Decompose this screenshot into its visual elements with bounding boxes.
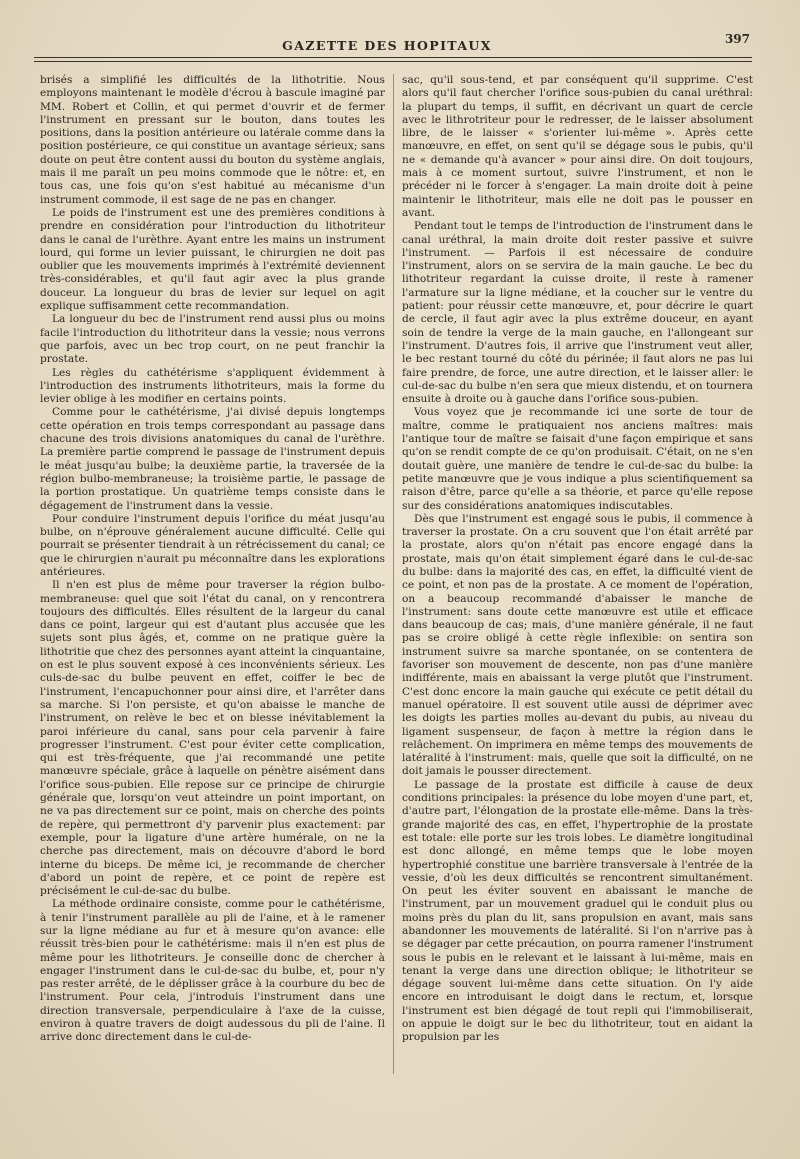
paragraph: Pour conduire l'instrument depuis l'orifice du méat jusqu'au bulbe, on n'éprouve généralement aucune difficulté. Celle qui pourrait se présenter tiendrait à un rétrécissement du canal; ce que le chirurgien n'aurait pu méconnaître dans les explorations antérieures. <box>40 512 385 578</box>
header-rule-thick <box>34 57 752 58</box>
paragraph: Le passage de la prostate est difficile à cause de deux conditions principales: la présence du lobe moyen d'une part, et, d'autre part, l'élongation de la prostate elle-même. Dans la très-grande majorité des cas, en effet, l'hypertrophie de la prostate est totale: elle porte sur les trois lobes. Le diamètre longitudinal est donc allongé, en même temps que le lobe moyen hypertrophié constitue une barrière transversale à l'entrée de la vessie, d'où les deux difficultés se rencontrent simultanément. On peut les éviter souvent en abaissant le manche de l'instrument, par un mouvement graduel qui le conduit plus ou moins près du plan du lit, sans propulsion en avant, mais sans abandonner les mouvements de latéralité. Si l'on n'arrive pas à se dégager par cette précaution, on pourra ramener l'instrument sous le pubis en le relevant et le laissant à lui-même, mais en tenant la verge dans une direction oblique; le lithotriteur se dégage souvent lui-même dans cette situation. On l'y aide encore en introduisant le doigt dans le rectum, et, lorsque l'instrument est bien dégagé de tout repli qui l'immobiliserait, on appuie le doigt sur le bec du lithotriteur, tout en aidant la propulsion par les <box>402 778 753 1044</box>
paragraph: Il n'en est plus de même pour traverser la région bulbo-membraneuse: quel que soit l'état du canal, on y rencontrera toujours des difficultés. Elles résultent de la largeur du canal dans ce point, largeur qui est d'autant plus accusée que les sujets sont plus âgés, et, comme on ne pratique guère la lithotritie que chez des personnes ayant atteint la cinquantaine, on est le plus souvent exposé à ces inconvénients sérieux. Les culs-de-sac du bulbe peuvent en effet, coiffer le bec de l'instrument, l'encapuchonner pour ainsi dire, et l'arrêter dans sa marche. Si l'on persiste, et qu'on abaisse le manche de l'instrument, on relève le bec et on blesse inévitablement la paroi inférieure du canal, sans pour cela parvenir à faire progresser l'instrument. C'est pour éviter cette complication, qui est très-fréquente, que j'ai recommandé une petite manœuvre spéciale, grâce à laquelle on pénètre aisément dans l'orifice sous-pubien. Elle repose sur ce principe de chirurgie générale que, lorsqu'on veut atteindre un point important, on ne va pas directement sur ce point, mais on cherche des points de repère, qui permettront d'y parvenir plus exactement: par exemple, pour la ligature d'une artère humérale, on ne la cherche pas directement, mais on découvre d'abord le bord interne du biceps. De même ici, je recommande de chercher d'abord un point de repère, et ce point de repère est précisément le cul-de-sac du bulbe. <box>40 579 385 898</box>
column-divider <box>393 74 394 1074</box>
paragraph: brisés a simplifié les difficultés de la lithotritie. Nous employons maintenant le modèle d'écrou à bascule imaginé par MM. Robert et Collin, et qui permet d'ouvrir et de fermer l'instrument en pressant sur le bouton, dans toutes les positions, dans la position antérieure ou latérale comme dans la position postérieure, ce qui constitue un avantage sérieux; sans doute on peut être content aussi du bouton du système anglais, mais il me paraît un peu moins commode que le nôtre: et, en tous cas, une fois qu'on s'est habitué au mécanisme d'un instrument commode, il est sage de ne pas en changer. <box>40 74 385 206</box>
header-rule-thin <box>34 61 752 62</box>
paragraph: Pendant tout le temps de l'introduction de l'instrument dans le canal uréthral, la main droite doit rester passive et suivre l'instrument. — Parfois il est nécessaire de conduire l'instrument, alors on se servira de la main gauche. Le bec du lithotriteur regardant la cuisse droite, il reste à ramener l'armature sur la ligne médiane, et la coucher sur le ventre du patient: pour réussir cette manœuvre, et, pour décrire le quart de cercle, il faut agir avec la plus extrême douceur, en ayant soin de tendre la verge de la main gauche, en l'allongeant sur l'instrument. D'autres fois, il arrive que l'instrument veut aller, le bec restant tourné du côté du périnée; il faut alors ne pas lui faire prendre, de force, une autre direction, et le laisser aller: le cul-de-sac du bulbe n'en sera que mieux distendu, et on tournera ensuite à droite ou à gauche dans l'orifice sous-pubien. <box>402 220 753 406</box>
paragraph: Le poids de l'instrument est une des premières conditions à prendre en considération pour l'introduction du lithotriteur dans le canal de l'urèthre. Ayant entre les mains un instrument lourd, qui forme un levier puissant, le chirurgien ne doit pas oublier que les mouvements imprimés à l'extrémité deviennent très-considérables, et qu'il faut agir avec la plus grande douceur. La longueur du bras de levier sur lequel on agit explique suffisamment cette recommandation. <box>40 206 385 313</box>
right-column <box>402 74 753 1045</box>
page-header <box>34 30 750 64</box>
paragraph: Comme pour le cathétérisme, j'ai divisé depuis longtemps cette opération en trois temps correspondant au passage dans chacune des trois divisions anatomiques du canal de l'urèthre. La première partie comprend le passage de l'instrument depuis le méat jusqu'au bulbe; la deuxième partie, la traversée de la région bulbo-membraneuse; la troisième partie, le passage de la portion prostatique. Un quatrième temps consiste dans le dégagement de l'instrument dans la vessie. <box>40 406 385 512</box>
journal-title: GAZETTE DES HOPITAUX <box>282 38 492 53</box>
paragraph: La méthode ordinaire consiste, comme pour le cathétérisme, à tenir l'instrument parallèle au pli de l'aine, et à le ramener sur la ligne médiane au fur et à mesure qu'on avance: elle réussit très-bien pour le cathétérisme: mais il n'en est plus de même pour les lithotriteurs. Je conseille donc de chercher à engager l'instrument dans le cul-de-sac du bulbe, et, pour n'y pas rester arrêté, de le déplisser grâce à la courbure du bec de l'instrument. Pour cela, j'introduis l'instrument dans une direction transversale, perpendiculaire à l'axe de la cuisse, environ à quatre travers de doigt audessous du pli de l'aine. Il arrive donc directement dans le cul-de- <box>40 898 385 1044</box>
paragraph: Les règles du cathétérisme s'appliquent évidemment à l'introduction des instruments lithotriteurs, mais la forme du levier oblige à les modifier en certains points. <box>40 366 385 406</box>
page-number: 397 <box>724 32 750 46</box>
left-column <box>40 74 385 1045</box>
paragraph: sac, qu'il sous-tend, et par conséquent qu'il supprime. C'est alors qu'il faut chercher l'orifice sous-pubien du canal uréthral: la plupart du temps, il suffit, en décrivant un quart de cercle avec le lithrotriteur pour le redresser, de le laisser absolument libre, de le laisser « s'orienter lui-même ». Après cette manœuvre, en effet, on sent qu'il se dégage sous le pubis, qu'il ne « demande qu'à avancer » pour ainsi dire. On doit toujours, mais à ce moment surtout, suivre l'instrument, et non le précéder ni le forcer à s'engager. La main droite doit à peine maintenir le lithotriteur, mais elle ne doit pas le pousser en avant. <box>402 74 753 219</box>
paragraph: Vous voyez que je recommande ici une sorte de tour de maître, comme le pratiquaient nos anciens maîtres: mais l'antique tour de maître se faisait d'une façon empirique et sans qu'on se rendit compte de ce qu'on produisait. C'était, on ne s'en doutait guère, une manière de tendre le cul-de-sac du bulbe: la petite manœuvre que je vous indique a plus scientifiquement sa raison d'être, parce qu'elle a sa théorie, et parce qu'elle repose sur des considérations anatomiques indiscutables. <box>402 406 753 512</box>
paragraph: La longueur du bec de l'instrument rend aussi plus ou moins facile l'introduction du lithotriteur dans la vessie; nous verrons que parfois, avec un bec trop court, on ne peut franchir la prostate. <box>40 313 385 366</box>
paragraph: Dès que l'instrument est engagé sous le pubis, il commence à traverser la prostate. On a cru souvent que l'on était arrêté par la prostate, alors qu'on n'était pas encore engagé dans la prostate, mais qu'on était simplement égaré dans le cul-de-sac du bulbe: dans la majorité des cas, en effet, la difficulté vient de ce point, et non pas de la prostate. A ce moment de l'opération, on a beaucoup recommandé d'abaisser le manche de l'instrument: sans doute cette manœuvre est utile et efficace dans beaucoup de cas; mais, d'une manière générale, il ne faut pas se croire obligé à cette règle inflexible: on sentira son instrument suivre sa marche spontanée, on se contentera de favoriser son mouvement de descente, non pas d'une manière indifférente, mais en abaissant la verge plutôt que l'instrument. C'est donc encore la main gauche qui exécute ce petit détail du manuel opératoire. Il est souvent utile aussi de déprimer avec les doigts les parties molles au-devant du pubis, au niveau du ligament suspenseur, de façon à mettre la région dans le relâchement. On imprimera en même temps des mouvements de latéralité à l'instrument: mais, quelle que soit la difficulté, on ne doit jamais le pousser directement. <box>402 512 753 778</box>
